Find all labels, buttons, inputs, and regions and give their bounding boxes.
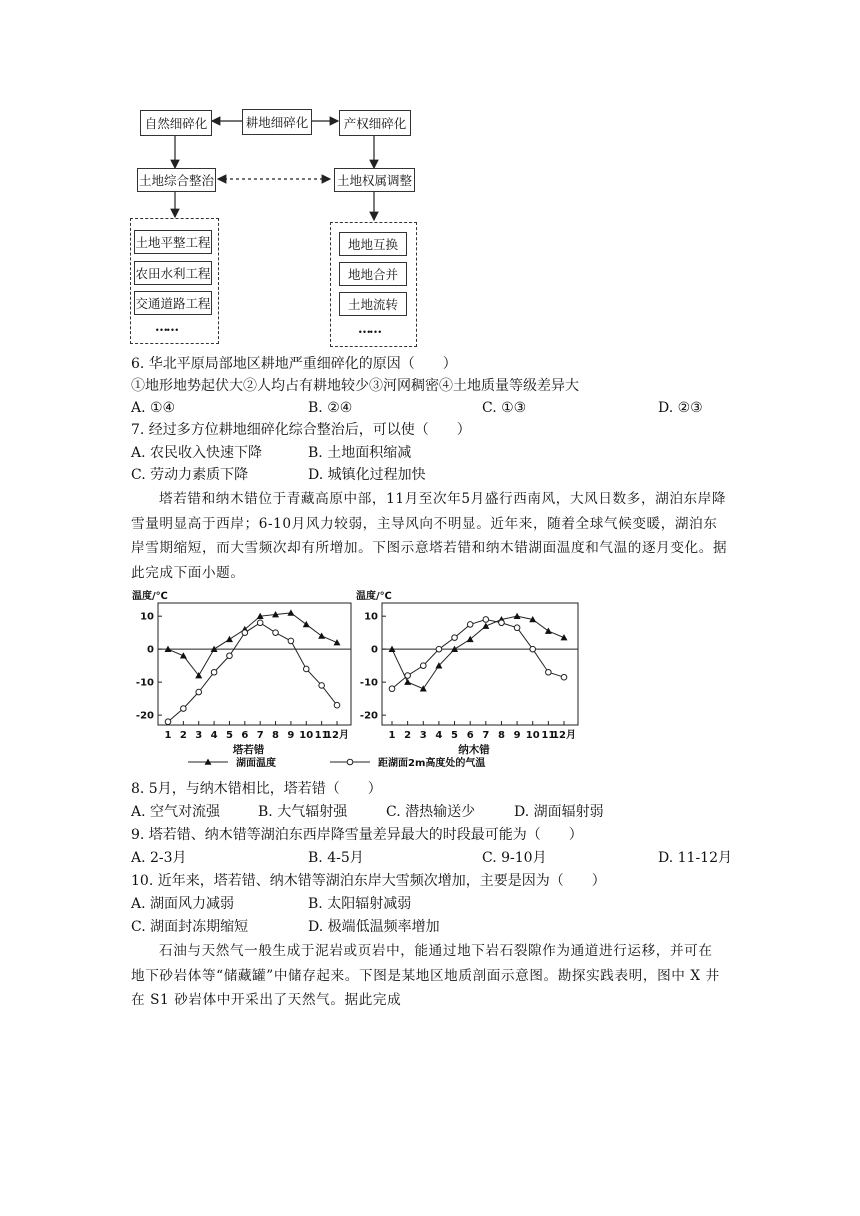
q7-option-a: A. 农民收入快速下降 — [131, 445, 263, 461]
air-temp-point — [452, 635, 458, 641]
x-tick-label: 6 — [241, 730, 249, 741]
lake-temp-point — [226, 636, 233, 642]
y-tick-label: -10 — [135, 677, 154, 689]
y-tick-label: -20 — [359, 710, 378, 722]
x-tick-label: 8 — [497, 730, 505, 741]
q6-option-a: A. ①④ — [131, 400, 176, 416]
x-tick-label: 10 — [525, 730, 540, 741]
q6-stem: 6. 华北平原局部地区耕地严重细碎化的原因（ ） — [131, 356, 457, 372]
air-temp-point — [467, 622, 473, 628]
y-tick-label: 10 — [140, 611, 154, 623]
x-tick-label: 3 — [419, 730, 427, 741]
y-tick-label: 0 — [371, 644, 378, 656]
q7-option-c: C. 劳动力素质下降 — [131, 467, 249, 483]
item-land-transfer: 土地流转 — [339, 292, 407, 316]
air-temp-point — [436, 646, 442, 652]
chart-legend — [188, 756, 485, 769]
x-tick-label: 4 — [435, 730, 443, 741]
node-property-fragmentation: 产权细碎化 — [339, 110, 411, 136]
left-ellipsis: …… — [155, 320, 177, 335]
air-temp-point — [211, 669, 217, 675]
q8-option-c: C. 潜热输送少 — [386, 804, 476, 820]
chart-title: 塔若错 — [232, 744, 265, 756]
air-temp-point — [334, 702, 340, 708]
series-line-lake — [392, 616, 564, 689]
series-line-air — [392, 619, 564, 688]
node-natural-fragmentation: 自然细碎化 — [140, 110, 212, 136]
chart-title: 纳木错 — [458, 744, 490, 756]
x-tick-label: 10 — [299, 730, 314, 741]
air-temp-point — [181, 706, 187, 712]
air-temp-point — [530, 646, 536, 652]
lake-temp-point — [482, 623, 489, 629]
x-tick-label: 1 — [164, 730, 172, 741]
y-axis-label: 温度/℃ — [132, 591, 168, 602]
x-tick-label: 11 — [314, 730, 329, 741]
item-irrigation: 农田水利工程 — [134, 261, 212, 285]
series-line-lake — [168, 613, 337, 676]
lake-temp-point — [420, 685, 427, 691]
air-temp-point — [514, 625, 520, 631]
legend-label-lake: 湖面温度 — [236, 758, 276, 769]
q6-option-b: B. ②④ — [308, 400, 353, 416]
q8-option-d: D. 湖面辐射弱 — [514, 804, 604, 820]
air-temp-point — [420, 663, 426, 669]
air-temp-point — [546, 669, 552, 675]
lake-temp-point — [287, 609, 294, 615]
temperature-charts — [120, 585, 590, 775]
lake-temp-point — [180, 652, 187, 658]
passage-oil-gas: 石油与天然气一般生成于泥岩或页岩中，能通过地下岩石裂隙作为通道进行运移，并可在地下砂岩体等“储藏罐”中储存起来。下图是某地区地质剖面示意图。勘探实践表明，图中 X 井在 S1 砂岩体中开采出了天然气。据此完成 — [131, 943, 720, 1008]
q10-stem: 10. 近年来，塔若错、纳木错等湖泊东岸大雪频次增加，主要是因为（ ） — [131, 873, 606, 889]
x-tick-label: 12月 — [325, 730, 349, 741]
y-tick-label: 10 — [364, 611, 378, 623]
q7-stem: 7. 经过多方位耕地细碎化综合整治后，可以使（ ） — [131, 422, 471, 438]
air-temp-point — [227, 653, 233, 659]
q8-option-b: B. 大气辐射强 — [258, 804, 348, 820]
lake-temp-point — [514, 613, 521, 619]
node-cultivated-fragmentation: 耕地细碎化 — [242, 109, 312, 135]
q10-option-b: B. 太阳辐射减弱 — [308, 896, 412, 912]
x-tick-label: 4 — [210, 730, 218, 741]
air-temp-point — [303, 666, 309, 672]
air-temp-point — [389, 686, 395, 692]
q7-option-d: D. 城镇化过程加快 — [308, 467, 426, 483]
item-land-swap: 地地互换 — [339, 232, 407, 256]
x-tick-label: 9 — [513, 730, 521, 741]
air-temp-point — [499, 620, 505, 626]
air-temp-point — [196, 689, 202, 695]
x-tick-label: 9 — [287, 730, 295, 741]
y-tick-label: 0 — [147, 644, 154, 656]
node-land-ownership-adjustment: 土地权属调整 — [334, 168, 415, 192]
y-tick-label: -20 — [135, 710, 154, 722]
q10-option-c: C. 湖面封冻期缩短 — [131, 919, 249, 935]
q10-option-d: D. 极端低温频率增加 — [308, 919, 440, 935]
node-land-consolidation: 土地综合整治 — [137, 168, 216, 192]
x-tick-label: 11 — [541, 730, 556, 741]
y-tick-label: -10 — [359, 677, 378, 689]
x-tick-label: 1 — [388, 730, 396, 741]
chart-namucuo — [356, 589, 578, 756]
air-temp-point — [273, 630, 279, 636]
q9-option-a: A. 2-3月 — [131, 850, 187, 866]
air-temp-point — [165, 719, 171, 725]
x-tick-label: 3 — [195, 730, 203, 741]
x-tick-label: 6 — [466, 730, 474, 741]
q6-statements: ①地形地势起伏大②人均占有耕地较少③河网稠密④土地质量等级差异大 — [131, 378, 579, 394]
air-temp-point — [405, 673, 411, 679]
item-land-leveling: 土地平整工程 — [134, 230, 212, 254]
air-temp-point — [257, 620, 263, 626]
lake-temp-point — [561, 634, 568, 640]
lake-temp-point — [334, 639, 341, 645]
q7-option-b: B. 土地面积缩减 — [308, 445, 412, 461]
legend-marker-air — [347, 759, 353, 765]
lake-temp-point — [318, 632, 325, 638]
q9-stem: 9. 塔若错、纳木错等湖泊东西岸降雪量差异最大的时段最可能为（ ） — [131, 827, 583, 843]
passage-lakes: 塔若错和纳木错位于青藏高原中部，11月至次年5月盛行西南风，大风日数多，湖泊东岸降雪量明显高于西岸；6-10月风力较弱，主导风向不明显。近年来，随着全球气候变暖，湖泊东岸雪期缩短，而大雪频次却有所增加。下图示意塔若错和纳木错湖面温度和气温的逐月变化。据此完成下面小题。 — [131, 491, 728, 581]
x-tick-label: 5 — [451, 730, 459, 741]
lake-temp-point — [303, 621, 310, 627]
q8-stem: 8. 5月，与纳木错相比，塔若错（ ） — [131, 781, 382, 797]
x-tick-label: 5 — [225, 730, 233, 741]
y-axis-label: 温度/℃ — [356, 591, 392, 602]
air-temp-point — [242, 630, 248, 636]
q6-option-d: D. ②③ — [658, 400, 703, 416]
x-tick-label: 7 — [256, 730, 264, 741]
x-tick-label: 8 — [272, 730, 280, 741]
air-temp-point — [483, 617, 489, 623]
legend-label-air: 距湖面2m高度处的气温 — [378, 758, 486, 769]
right-ellipsis: …… — [358, 322, 380, 337]
x-tick-label: 2 — [404, 730, 412, 741]
q9-option-b: B. 4-5月 — [308, 850, 364, 866]
q9-option-d: D. 11-12月 — [658, 850, 732, 866]
q10-option-a: A. 湖面风力减弱 — [131, 896, 235, 912]
x-tick-label: 7 — [482, 730, 490, 741]
q8-option-a: A. 空气对流强 — [131, 804, 221, 820]
lake-temp-point — [404, 679, 411, 685]
item-land-merge: 地地合并 — [339, 262, 407, 286]
diagram-arrows — [0, 0, 860, 350]
item-roads: 交通道路工程 — [134, 291, 212, 315]
air-temp-point — [319, 683, 325, 689]
lake-temp-point — [545, 628, 552, 634]
x-tick-label: 2 — [179, 730, 187, 741]
air-temp-point — [288, 638, 294, 644]
chart-taruocuo — [132, 589, 351, 756]
q6-option-c: C. ①③ — [482, 400, 527, 416]
q9-option-c: C. 9-10月 — [482, 850, 547, 866]
series-line-air — [168, 623, 337, 722]
air-temp-point — [561, 674, 567, 680]
x-tick-label: 12月 — [552, 730, 576, 741]
